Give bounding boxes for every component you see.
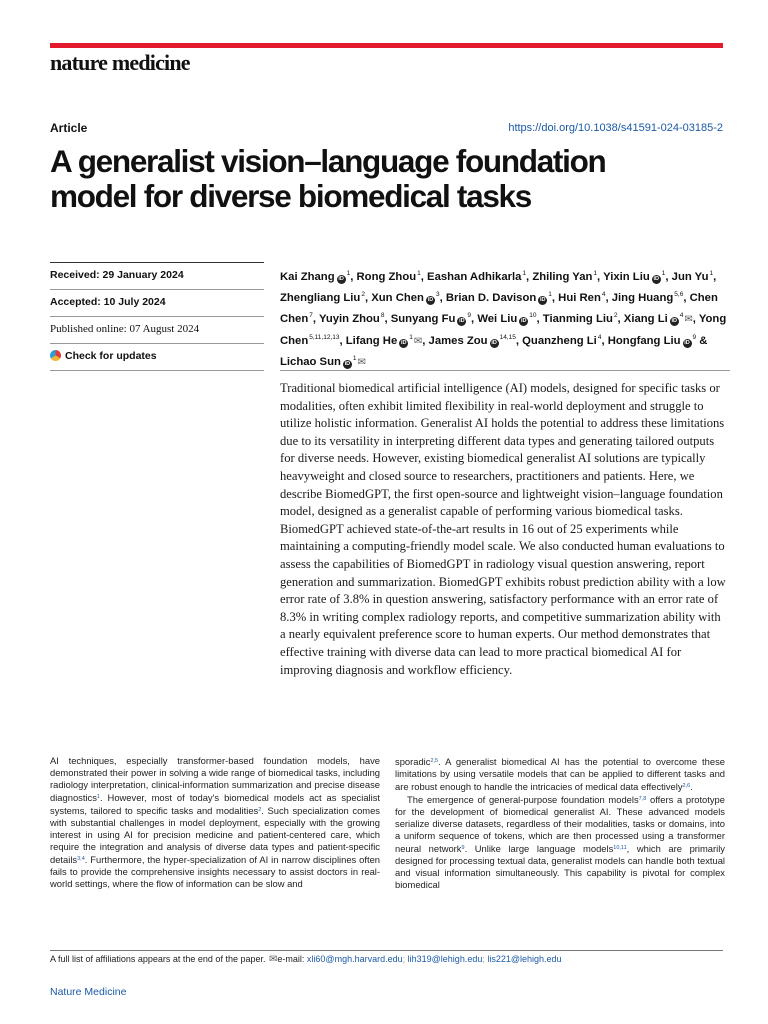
affiliation-marker: 3 <box>435 291 440 299</box>
author-name-text: Sunyang Fu <box>390 313 456 326</box>
author-name[interactable] <box>280 356 366 368</box>
body-paragraph: sporadic$^{2,5}$. A generalist biomedical AI has the potential to overcome these limitations by using versatile models that can be applied to different tasks and are robust enough to handle the intricacies of medical data effectively$^{2,6}$. <box>395 756 725 793</box>
author-name[interactable] <box>477 313 536 325</box>
author-name-text: Quanzheng Li <box>522 334 597 347</box>
author-name-text: Wei Liu <box>477 313 518 326</box>
author-name-text: Zhengliang Liu <box>280 292 361 305</box>
affiliation-marker: 1 <box>593 270 598 277</box>
author-name-text: Jun Yu <box>671 271 709 283</box>
affiliation-marker: 5,11,12,13 <box>309 333 340 341</box>
author-name[interactable] <box>357 271 421 283</box>
orcid-icon[interactable]: iD <box>401 339 407 346</box>
author-name[interactable] <box>608 335 696 347</box>
reference-marker[interactable]: 9 <box>461 845 465 852</box>
author-name-text: Jing Huang <box>611 292 674 305</box>
accepted-date: Accepted: 10 July 2024 <box>50 289 264 316</box>
author-name-text: Chen Chen <box>280 292 718 326</box>
body-paragraph: The emergence of general-purpose foundation models$^{7,8}$ offers a prototype for the development of biomedical generalist AI. These advanced models serialize diverse datasets, regardless of their modalities, tasks or domains, into a uniform sequence of tokens, which are then processed using a transformer neural network$^9$. Unlike large language models$^{10,11}$, which are primarily designed for processing textual data, generalist models can handle both textual and visual information simultaneously. This capability is pivotal for complex biomedical <box>395 794 725 891</box>
affiliation-marker: 5,6 <box>674 291 684 299</box>
affiliation-marker: 1 <box>548 291 552 299</box>
author-name-text: Lifang He <box>345 334 398 347</box>
affiliation-marker: 1 <box>661 270 666 277</box>
orcid-icon[interactable]: iD <box>653 276 659 282</box>
author-name[interactable] <box>429 335 516 347</box>
abstract: Traditional biomedical artificial intelligence (AI) models, designed for specific tasks or modalities, often exhibit limited flexibility in real-world deployment and struggle to utilize holistic information. Generalist AI holds the potential to address these limitations due to its versatility in interpreting different data types and generating tailored outputs for diverse needs. However, existing biomedical generalist AI solutions are typically heavyweight and closed source to researchers, practitioners and patients. Here, we describe BiomedGPT, the first open-source and lightweight vision–language foundation model, designed as a generalist capable of performing various biomedical tasks. BiomedGPT achieved state-of-the-art results in 16 out of 25 experiments while maintaining a computing-friendly model scale. We also conducted human evaluations to assess the capabilities of BiomedGPT in radiology visual question answering, report generation and summarization. BiomedGPT exhibits robust prediction ability with a low error rate of 3.8% in question answering, satisfactory performance with an error rate of 8.3% in writing complex radiology reports, and competitive summarization ability with a nearly equivalent preference score to human experts. Our method demonstrates that effective training with diverse data can lead to more practical biomedical AI for improving diagnosis and workflow efficiency. <box>280 381 726 677</box>
author-name[interactable] <box>391 313 471 325</box>
abstract-divider <box>280 370 730 371</box>
reference-marker[interactable]: 7,8 <box>638 796 647 803</box>
meta-divider <box>50 370 264 371</box>
affiliation-marker: 1 <box>352 354 357 362</box>
title-line-2: model for diverse biomedical tasks <box>50 178 531 214</box>
envelope-icon[interactable]: ✉ <box>684 314 693 326</box>
author-name-text: Tianming Liu <box>542 313 613 326</box>
affiliation-marker: 1 <box>417 270 421 277</box>
affiliation-marker: 9 <box>692 333 697 341</box>
author-name-text: Xun Chen <box>371 292 424 305</box>
reference-marker[interactable]: 1 <box>96 794 100 801</box>
author-name[interactable] <box>280 271 350 283</box>
envelope-icon: ✉ <box>269 954 278 965</box>
affiliation-marker: 1 <box>346 270 351 277</box>
email-link[interactable]: lih319@lehigh.edu <box>407 954 483 964</box>
envelope-icon[interactable]: ✉ <box>413 335 423 347</box>
affiliation-marker: 4 <box>601 291 606 299</box>
author-name-text: Hongfang Liu <box>607 334 681 347</box>
body-column-right <box>395 755 725 892</box>
affiliation-marker: 7 <box>309 312 313 320</box>
email-link[interactable]: xli60@mgh.harvard.edu <box>306 954 403 964</box>
affiliation-marker: 1 <box>522 270 527 277</box>
doi-link[interactable]: https://doi.org/10.1038/s41591-024-03185-2 <box>508 122 723 134</box>
author-name[interactable] <box>319 313 385 325</box>
orcid-icon[interactable]: iD <box>521 318 527 325</box>
published-date: Published online: 07 August 2024 <box>50 316 264 343</box>
orcid-icon[interactable]: iD <box>684 339 690 346</box>
reference-marker[interactable]: 2,6 <box>682 783 691 790</box>
email-label: e-mail: <box>277 954 305 964</box>
author-list: Kai Zhang $iD^1$, Rong Zhou$^1$, Eashan Adhikarla$^1$, Zhiling Yan$^1$, Yixin Liu $iD^1$, Jun Yu$^1$, Zhengliang Liu$^2$, Xun Chen $iD^3$, Brian D. Davison $iD^1$, Hui Ren$^4$, Jing Huang$^{5,6}$, Chen Chen$^7$, Yuyin Zhou$^8$, Sunyang Fu $iD^9$, Wei Liu $iD^{10}$, Tianming Liu$^2$, Xiang Li $iD^4✉$, Yong Chen$^{5,11,12,13}$, Lifang He $iD^1✉$, James Zou iD$^{14,15}$, Quanzheng Li$^4$, Hongfang Liu $iD^9$ & Lichao Sun $iD^1✉$ <box>280 265 730 371</box>
title-line-1: A generalist vision–language foundation <box>50 143 606 179</box>
journal-logo[interactable]: nature medicine <box>50 50 190 75</box>
orcid-icon[interactable]: iD <box>459 318 465 325</box>
article-dates <box>50 262 264 370</box>
author-name[interactable] <box>446 292 552 304</box>
check-for-updates-label: Check for updates <box>65 350 157 362</box>
author-name[interactable] <box>672 271 713 283</box>
author-name-text: Eashan Adhikarla <box>427 271 522 283</box>
author-name-text: Xiang Li <box>623 313 668 326</box>
author-name[interactable] <box>612 292 684 304</box>
footer-journal-name[interactable]: Nature Medicine <box>50 986 127 998</box>
author-name-text: Yixin Liu <box>603 271 650 283</box>
orcid-icon[interactable]: iD <box>671 318 677 325</box>
affiliations-footnote: A full list of affiliations appears at the end of the paper. ✉e-mail: xli60@mgh.harvard.edu; lih319@lehigh.edu; lis221@lehigh.edu <box>50 954 562 965</box>
author-name[interactable] <box>371 292 439 304</box>
orcid-icon[interactable]: iD <box>491 339 497 346</box>
orcid-icon[interactable]: iD <box>427 297 434 304</box>
author-name-text: Kai Zhang <box>280 271 335 283</box>
received-date: Received: 29 January 2024 <box>50 262 264 289</box>
affiliation-marker: 8 <box>380 312 385 320</box>
reference-marker[interactable]: 3,4 <box>77 856 85 863</box>
author-name-text: Yong Chen <box>280 313 727 347</box>
author-name[interactable] <box>624 313 693 325</box>
author-name-text: Rong Zhou <box>356 271 417 283</box>
check-for-updates-icon <box>50 350 61 361</box>
affiliation-marker: 2 <box>361 291 365 299</box>
affiliation-marker: 1 <box>409 333 413 341</box>
author-name[interactable] <box>280 292 365 304</box>
author-name[interactable] <box>522 335 601 347</box>
affiliation-marker: 14,15 <box>499 333 516 341</box>
check-for-updates-button[interactable] <box>50 343 264 370</box>
author-name-text: Hui Ren <box>558 292 601 305</box>
author-name-text: Zhiling Yan <box>532 271 593 283</box>
envelope-icon[interactable]: ✉ <box>357 356 366 368</box>
email-link[interactable]: lis221@lehigh.edu <box>487 954 562 964</box>
author-name[interactable] <box>603 271 665 283</box>
orcid-icon[interactable]: iD <box>338 276 344 282</box>
affiliation-marker: 10 <box>529 312 537 320</box>
orcid-icon[interactable]: iD <box>344 360 351 367</box>
orcid-icon[interactable]: iD <box>540 297 546 304</box>
author-name-text: Yuyin Zhou <box>318 313 380 326</box>
affiliation-marker: 9 <box>467 312 472 320</box>
reference-marker[interactable]: 2 <box>258 807 262 814</box>
affiliation-marker: 2 <box>613 312 618 320</box>
reference-marker[interactable]: 10,11 <box>613 845 627 852</box>
author-name[interactable] <box>427 271 526 283</box>
body-paragraph: AI techniques, especially transformer-based foundation models, have demonstrated their power in solving a wide range of biomedical tasks, including radiology interpretation, clinical-information summarization and precise disease diagnostics$^1$. However, most of today's biomedical models act as specialist systems, tailored to specific tasks and modalities$^2$. Such specialization comes with substantial challenges in model deployment, especially with the growing interest in using AI for precision medicine and patient-centered care, which require the integration and analysis of diverse data types and patient-specific details$^{3,4}$. Furthermore, the hyper-specialization of AI in narrow disciplines often fails to provide the comprehensive insights necessary to assist doctors in real-world settings, where the flow of information can be slow and <box>50 755 380 890</box>
author-name-text: James Zou <box>428 334 488 347</box>
reference-marker[interactable]: 2,5 <box>430 758 439 764</box>
author-name-text: Brian D. Davison <box>445 292 537 305</box>
body-column-left <box>50 755 380 891</box>
author-name[interactable] <box>346 335 422 347</box>
footnote-divider <box>50 950 723 951</box>
article-title <box>50 144 730 214</box>
author-name[interactable] <box>532 271 597 283</box>
author-name-text: Lichao Sun <box>280 355 341 368</box>
affiliation-marker: 4 <box>679 312 684 320</box>
header-accent-bar <box>50 43 723 48</box>
footnote-text: A full list of affiliations appears at the end of the paper. <box>50 954 266 964</box>
article-type-label: Article <box>50 121 88 135</box>
affiliation-marker: 4 <box>597 333 602 341</box>
author-name[interactable] <box>543 313 618 325</box>
affiliation-marker: 1 <box>709 270 714 277</box>
author-name[interactable] <box>558 292 605 304</box>
